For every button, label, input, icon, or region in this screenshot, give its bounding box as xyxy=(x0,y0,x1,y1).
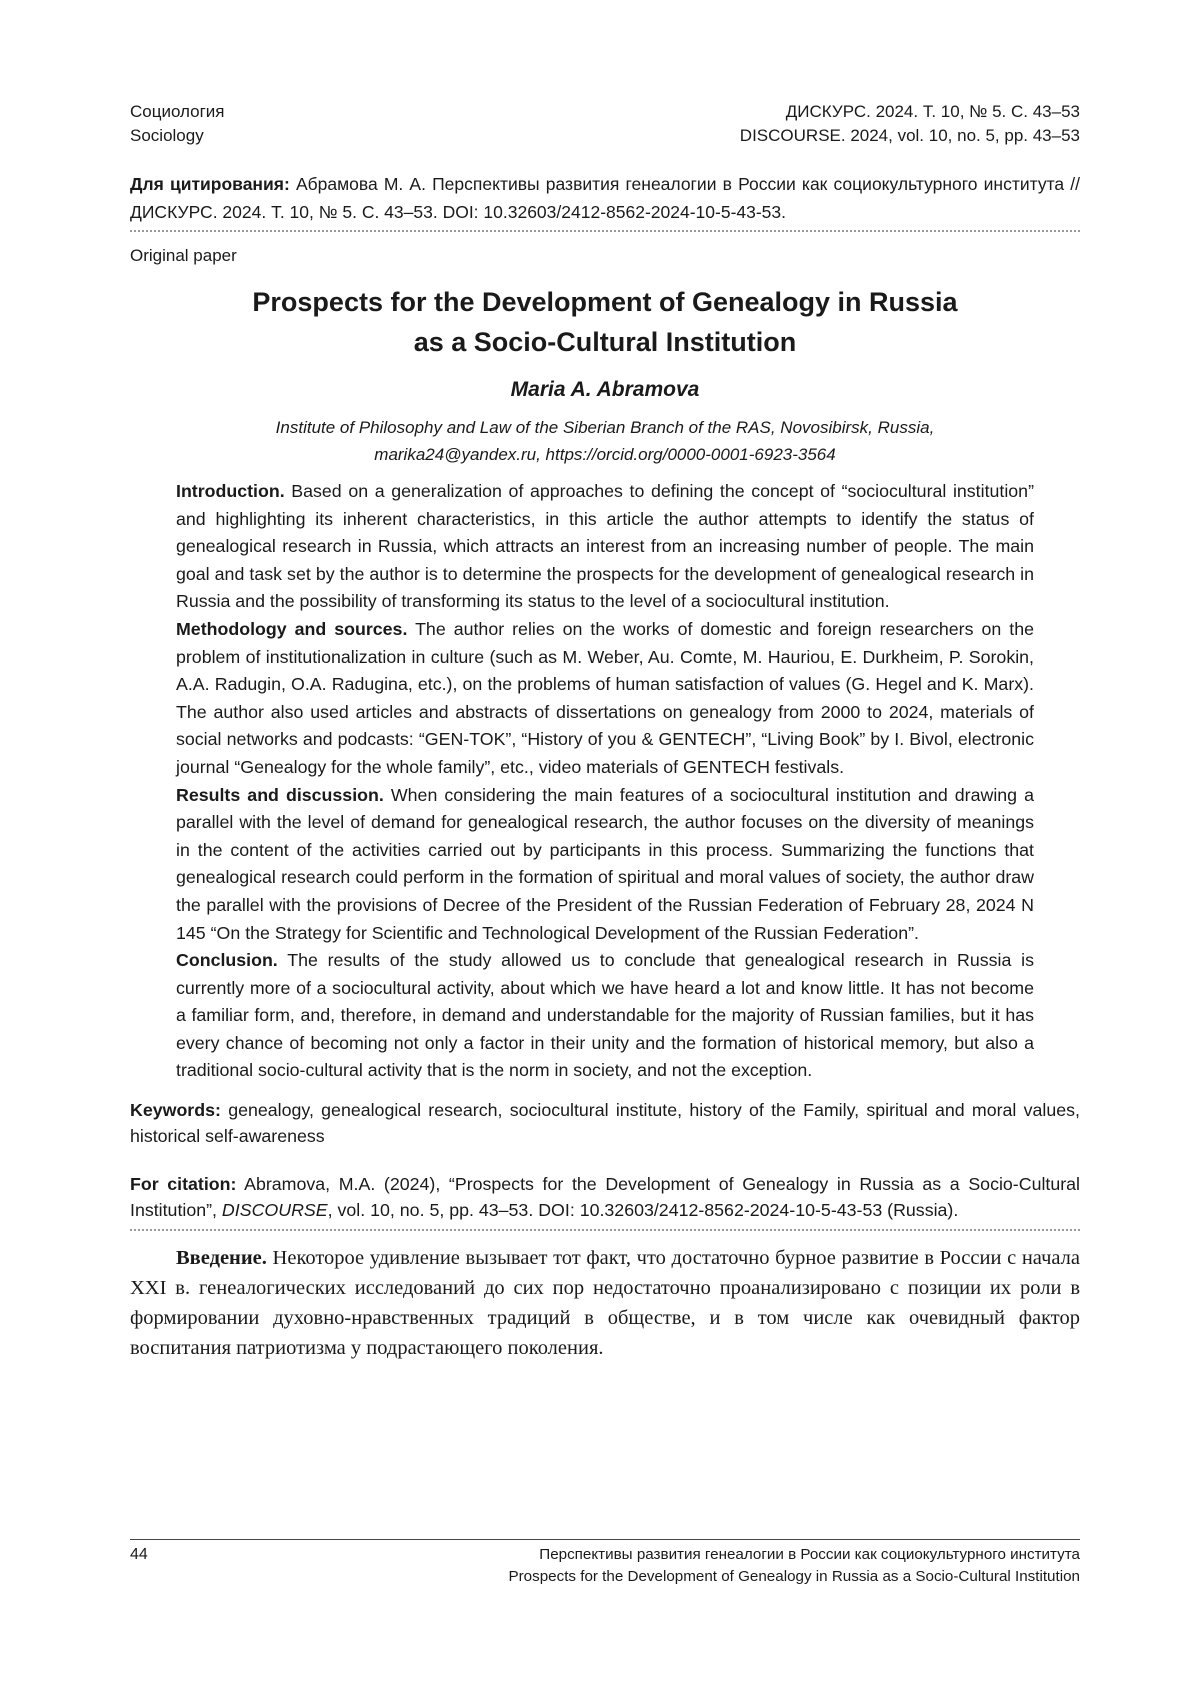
keywords xyxy=(130,1097,1080,1149)
body-paragraph xyxy=(130,1243,1080,1363)
journal-ref-en: DISCOURSE. 2024, vol. 10, no. 5, pp. 43–53 xyxy=(739,126,1080,145)
body-text: Некоторое удивление вызывает тот факт, что достаточно бурное развитие в России с начала XXI в. генеалогических исследований до сих пор недостаточно проанализировано с позиции их роли в формировании духовно-нравственных традиций в обществе, и в том числе как очевидный фактор воспитания патриотизма у подрастающего поколения. xyxy=(130,1247,1080,1360)
abstract-intro-text: Based on a generalization of approaches to defining the concept of “sociocultural institution” and highlighting its inherent characteristics, in this article the author attempts to identify the status of genealogical research in Russia, which attracts an interest from an increasing number of people. The main goal and task set by the author is to determine the prospects for the development of genealogical research in Russia and the possibility of transforming its status to the level of a sociocultural institution. xyxy=(176,481,1034,612)
paper-type: Original paper xyxy=(130,246,237,265)
citation-ru-label: Для цитирования: xyxy=(130,174,290,194)
abstract-results-text: When considering the main features of a sociocultural institution and drawing a parallel with the level of demand for genealogical research, the author focuses on the diversity of meanings in the content of the activities carried out by participants in this process. Summarizing the functions that genealogical research could perform in the formation of spiritual and moral values of society, the author draw the parallel with the provisions of Decree of the President of the Russian Federation of February 28, 2024 N 145 “On the Strategy for Scientific and Technological Development of the Russian Federation”. xyxy=(176,784,1035,943)
journal-ref-ru: ДИСКУРС. 2024. Т. 10, № 5. С. 43–53 xyxy=(785,102,1080,121)
abstract-method-label: Methodology and sources. xyxy=(176,618,408,639)
abstract-method-text: The author relies on the works of domestic and foreign researchers on the problem of institutionalization in culture (such as M. Weber, Au. Comte, M. Hauriou, E. Durkheim, P. Sorokin, A.A. Radugin, O.A. Radugina, etc.), on the problems of human satisfaction of values (G. Hegel and K. Marx). The author also used articles and abstracts of dissertations on genealogy from 2000 to 2024, materials of social networks and podcasts: “GEN-TOK”, “History of you & GENTECH”, “Living Book” by I. Bivol, electronic journal “Genealogy for the whole family”, etc., video materials of GENTECH festivals. xyxy=(176,618,1034,777)
section-en: Sociology xyxy=(130,126,204,145)
body-section-label: Введение. xyxy=(176,1247,267,1270)
affiliation-line-1: Institute of Philosophy and Law of the Siberian Branch of the RAS, Novosibirsk, Russia, xyxy=(275,418,935,437)
running-title-ru: Перспективы развития генеалогии в России как социокультурного института xyxy=(539,1546,1080,1563)
article-title xyxy=(130,282,1080,362)
abstract-concl-text: The results of the study allowed us to conclude that genealogical research in Russia is currently more of a sociocultural activity, about which we have heard a lot and know little. It has not become a familiar form, and, therefore, in demand and understandable for the majority of Russian families, but it has every chance of becoming not only a factor in their unity and the formation of historical memory, but also a traditional socio-cultural activity that is the norm in society, and not the exception. xyxy=(176,950,1034,1081)
abstract xyxy=(176,478,1034,1085)
page-number: 44 xyxy=(130,1546,148,1563)
citation-ru xyxy=(130,170,1080,226)
for-citation-text-2: , vol. 10, no. 5, pp. 43–53. DOI: 10.32603/2412-8562-2024-10-5-43-53 (Russia). xyxy=(327,1200,959,1221)
abstract-methodology xyxy=(176,616,1034,782)
section-ru: Социология xyxy=(130,102,225,121)
running-title-en: Prospects for the Development of Genealogy in Russia as a Socio-Cultural Institution xyxy=(508,1568,1080,1585)
page-footer xyxy=(130,1539,1080,1588)
affiliation xyxy=(130,414,1080,468)
affiliation-line-2: marika24@yandex.ru, https://orcid.org/0000-0001-6923-3564 xyxy=(374,445,836,464)
title-line-1: Prospects for the Development of Genealogy in Russia xyxy=(252,287,958,317)
for-citation-journal: DISCOURSE xyxy=(221,1200,328,1221)
abstract-conclusion xyxy=(176,947,1034,1085)
keywords-text: genealogy, genealogical research, sociocultural institute, history of the Family, spiritual and moral values, historical self-awareness xyxy=(130,1100,1080,1147)
abstract-introduction xyxy=(176,478,1034,616)
author-name: Maria A. Abramova xyxy=(510,378,700,401)
journal-header xyxy=(130,100,1080,148)
abstract-results-label: Results and discussion. xyxy=(176,784,384,805)
article-page xyxy=(130,100,1080,1363)
for-citation xyxy=(130,1171,1080,1223)
citation-ru-text: Абрамова М. А. Перспективы развития генеалогии в России как социокультурного института // ДИСКУРС. 2024. Т. 10, № 5. С. 43–53. DOI: 10.32603/2412-8562-2024-10-5-43-53. xyxy=(130,174,1080,222)
abstract-intro-label: Introduction. xyxy=(176,481,285,501)
dotted-divider xyxy=(130,1229,1080,1231)
abstract-concl-label: Conclusion. xyxy=(176,950,278,971)
title-line-2: as a Socio-Cultural Institution xyxy=(413,327,797,357)
abstract-results xyxy=(176,782,1034,948)
keywords-label: Keywords: xyxy=(130,1100,221,1121)
dotted-divider xyxy=(130,230,1080,232)
for-citation-text-1: Abramova, M.A. (2024), “Prospects for the Development of Genealogy in Russia as a Socio-Cultural Institution”, xyxy=(130,1174,1080,1221)
for-citation-label: For citation: xyxy=(130,1174,237,1195)
